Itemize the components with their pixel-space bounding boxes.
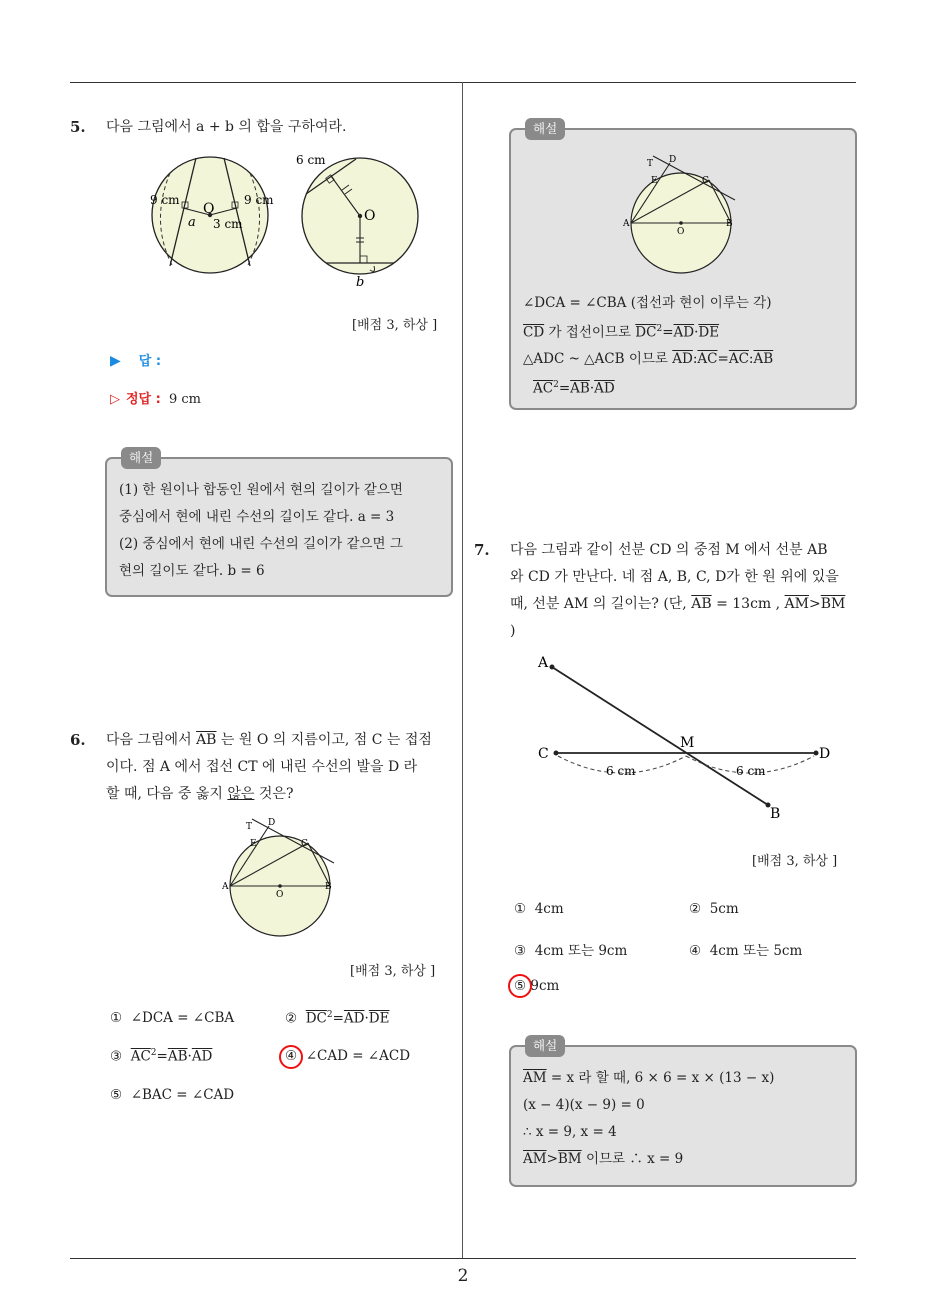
question-7: [474, 537, 864, 645]
q7-figure: [530, 650, 840, 825]
solution-line: (x − 4)(x − 9) = 0: [523, 1097, 645, 1113]
svg-text:B: B: [770, 806, 781, 822]
svg-text:A: A: [623, 219, 630, 229]
q5-correct-row: [110, 388, 201, 407]
solution-tag: 해설: [525, 1035, 565, 1057]
svg-text:T: T: [246, 822, 253, 832]
question-number: 5.: [70, 118, 86, 136]
solution-line: 중심에서 현에 내린 수선의 길이도 같다. a = 3: [119, 509, 395, 525]
solution-line: (1) 한 원이나 합동인 원에서 현의 길이가 같으면: [119, 482, 403, 498]
svg-text:6 cm: 6 cm: [606, 764, 636, 778]
correct-label: 정답 :: [126, 392, 161, 407]
svg-text:M: M: [680, 735, 695, 751]
solution-line: 현의 길이도 같다. b = 6: [119, 563, 265, 579]
svg-text:6 cm: 6 cm: [736, 764, 766, 778]
q5-label-center2: O: [364, 208, 376, 224]
correct-value: 9 cm: [168, 392, 201, 407]
q6-score: [배점 3, 하상 ]: [350, 964, 436, 979]
svg-text:T: T: [647, 159, 654, 169]
question-text: 다음 그림에서 a + b 의 합을 구하여라.: [106, 119, 347, 135]
svg-text:C: C: [301, 839, 308, 849]
q5-label-6cm: 6 cm: [296, 153, 326, 167]
solution-line: $\overline{AM}>\overline{BM}$ 이므로 ∴ x = 9: [523, 1151, 684, 1167]
q7-choice-1[interactable]: ① 4cm: [514, 901, 564, 917]
question-number: 6.: [70, 731, 86, 749]
solution-tag: 해설: [525, 118, 565, 140]
triangle-outline-icon: ▷: [110, 392, 120, 407]
svg-text:C: C: [538, 746, 549, 762]
solution-line: ∴ x = 9, x = 4: [523, 1124, 617, 1140]
q5-label-3cm: 3 cm: [213, 217, 243, 231]
solution-line: $\overline{AC}^2=\overline{AB}\cdot\overline{AD}$: [533, 379, 615, 396]
q5-score: [배점 3, 하상 ]: [352, 318, 438, 333]
svg-text:A: A: [222, 882, 229, 892]
q6-choice-1[interactable]: ① ∠DCA = ∠CBA: [110, 1010, 235, 1026]
solution-line: △ADC ~ △ACB 이므로 $\overline{AD}:\overline{AC}=\overline{AC}:\overline{AB}$: [523, 350, 774, 367]
q6-solution-text: [523, 290, 773, 401]
q6-choice-5[interactable]: ⑤ ∠BAC = ∠CAD: [110, 1087, 235, 1103]
column-divider: [462, 82, 463, 1258]
question-number: 7.: [474, 541, 490, 559]
svg-text:D: D: [669, 155, 677, 165]
solution-line: ∠DCA = ∠CBA (접선과 현이 이루는 각): [523, 295, 772, 311]
q7-choice-5[interactable]: ⑤ 9cm: [514, 978, 560, 994]
q5-label-b: b: [356, 275, 365, 290]
q5-answer-row: [110, 350, 161, 369]
q5-label-9cm-left: 9 cm: [150, 193, 180, 207]
bottom-rule: [70, 1258, 856, 1259]
svg-text:D: D: [268, 818, 276, 828]
q6-figure: [222, 815, 342, 940]
q7-solution-box: [509, 1038, 857, 1187]
q5-label-9cm-right: 9 cm: [244, 193, 274, 207]
q6-choice-4[interactable]: ④ ∠CAD = ∠ACD: [285, 1048, 411, 1064]
svg-text:E: E: [250, 839, 257, 849]
question-6: [70, 727, 462, 808]
q5-label-a: a: [188, 215, 196, 230]
answer-label: 답 :: [138, 354, 162, 369]
solution-line: $\overline{AM} = x$ 라 할 때, 6 × 6 = x × (13 − x): [523, 1070, 775, 1086]
q7-choice-2[interactable]: ② 5cm: [689, 901, 739, 917]
q6-solution-box: [509, 121, 857, 410]
play-icon: ▶: [110, 353, 121, 369]
question-5: [70, 114, 460, 141]
svg-text:E: E: [651, 176, 658, 186]
svg-text:B: B: [726, 219, 733, 229]
solution-line: (2) 중심에서 현에 내린 수선의 길이가 같으면 그: [119, 536, 403, 552]
q7-score: [배점 3, 하상 ]: [752, 854, 838, 869]
svg-text:D: D: [819, 746, 831, 762]
q7-choice-4[interactable]: ④ 4cm 또는 5cm: [689, 943, 803, 959]
top-rule: [70, 82, 856, 83]
q5-figure: [140, 152, 440, 292]
solution-line: $\overline{CD}$ 가 접선이므로 $\overline{DC}^2=\overline{AD}\cdot\overline{DE}$: [523, 324, 720, 341]
q7-choice-3[interactable]: ③ 4cm 또는 9cm: [514, 943, 628, 959]
svg-text:A: A: [538, 655, 549, 671]
q5-label-center: O: [203, 201, 215, 217]
svg-text:O: O: [677, 227, 685, 237]
question-text: 다음 그림과 같이 선분 CD 의 중점 M 에서 선분 AB 와 CD 가 만난다. 네 점 A, B, C, D가 한 원 위에 있을 때, 선분 AM 의 길이는? (단, $\overline{AB} = 13cm$ , $\overline{AM}>\overline{BM}$ ): [510, 542, 846, 639]
svg-text:B: B: [325, 882, 332, 892]
question-text: 다음 그림에서 $\overline{AB}$ 는 원 O 의 지름이고, 점 C 는 접점 이다. 점 A 에서 접선 CT 에 내린 수선의 발을 D 라 할 때, 다음 중 옳지 않은 것은?: [106, 732, 432, 802]
q6-solution-figure: [623, 152, 743, 277]
q6-choice-2[interactable]: ② $\overline{DC}^2=\overline{AD}\cdot\overline{DE}$: [285, 1010, 390, 1027]
q5-solution-box: [105, 450, 453, 597]
svg-text:C: C: [702, 176, 709, 186]
q6-choice-3[interactable]: ③ $\overline{AC}^2=\overline{AB}\cdot\overline{AD}$: [110, 1048, 213, 1065]
solution-tag: 해설: [121, 447, 161, 469]
page-number: 2: [457, 1266, 469, 1286]
svg-text:O: O: [276, 890, 284, 900]
